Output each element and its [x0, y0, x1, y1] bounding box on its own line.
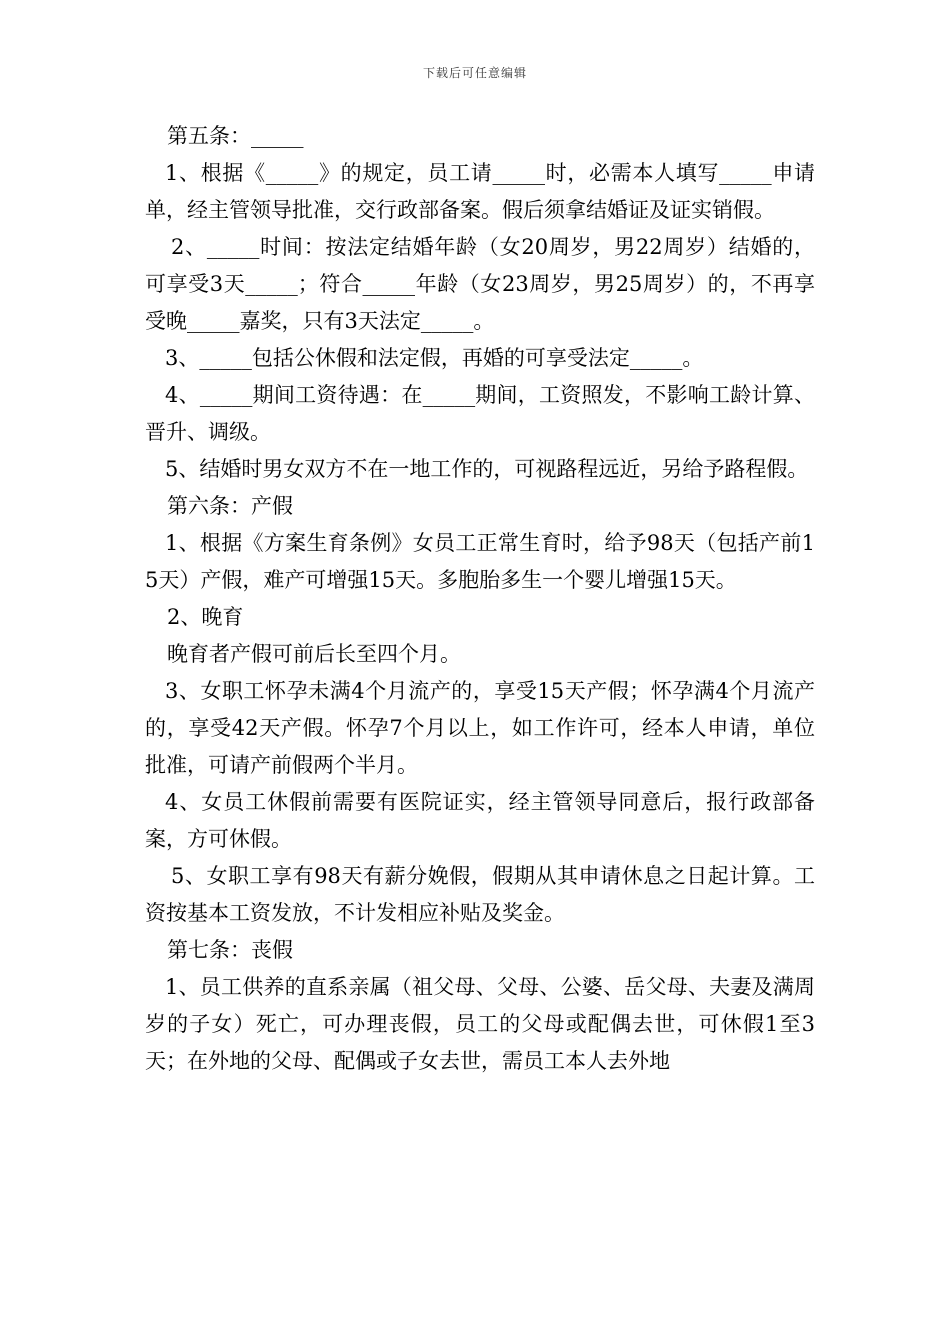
paragraph-article-6-item-3: 3、女职工怀孕未满4个月流产的，享受15天产假；怀孕满4个月流产的，享受42天产假。怀孕7个月以上，如工作许可，经本人申请，单位批准，可请产前假两个半月。: [145, 679, 815, 777]
paragraph-article-7-title: 第七条：丧假: [167, 938, 293, 962]
paragraph-article-6-item-2: 2、晚育: [167, 605, 244, 629]
paragraph-article-5-item-1: 1、根据《_____》的规定，员工请_____时，必需本人填写_____申请单，经主管领导批准，交行政部备案。假后须拿结婚证及证实销假。: [145, 161, 815, 222]
paragraph-article-5-item-4: 4、_____期间工资待遇：在_____期间，工资照发，不影响工龄计算、晋升、调级。: [145, 383, 815, 444]
paragraph-article-6-item-4: 4、女员工休假前需要有医院证实，经主管领导同意后，报行政部备案，方可休假。: [145, 790, 815, 851]
paragraph-article-6-item-5: 5、女职工享有98天有薪分娩假，假期从其申请休息之日起计算。工资按基本工资发放，不计发相应补贴及奖金。: [145, 864, 815, 925]
document-body: [145, 118, 815, 1080]
paragraph-article-5-title: 第五条：_____: [167, 124, 304, 148]
page-header: 下载后可任意编辑: [422, 66, 527, 80]
paragraph-article-6-title: 第六条：产假: [167, 494, 293, 518]
paragraph-article-5-item-3: 3、_____包括公休假和法定假，再婚的可享受法定_____。: [165, 346, 704, 370]
paragraph-article-6-item-1: 1、根据《方案生育条例》女员工正常生育时，给予98天（包括产前15天）产假，难产可增强15天。多胞胎多生一个婴儿增强15天。: [145, 531, 815, 592]
paragraph-article-5-item-5: 5、结婚时男女双方不在一地工作的，可视路程远近，另给予路程假。: [165, 457, 809, 481]
paragraph-article-5-item-2: 2、_____时间：按法定结婚年龄（女20周岁，男22周岁）结婚的，可享受3天_____；符合_____年龄（女23周岁，男25周岁）的，不再享受晚_____嘉奖，只有3天法定_____。: [145, 235, 815, 333]
paragraph-article-7-item-1: 1、员工供养的直系亲属（祖父母、父母、公婆、岳父母、夫妻及满周岁的子女）死亡，可办理丧假，员工的父母或配偶去世，可休假1至3天；在外地的父母、配偶或子女去世，需员工本人去外地: [145, 975, 815, 1073]
paragraph-article-6-item-2-detail: 晚育者产假可前后长至四个月。: [167, 642, 461, 666]
